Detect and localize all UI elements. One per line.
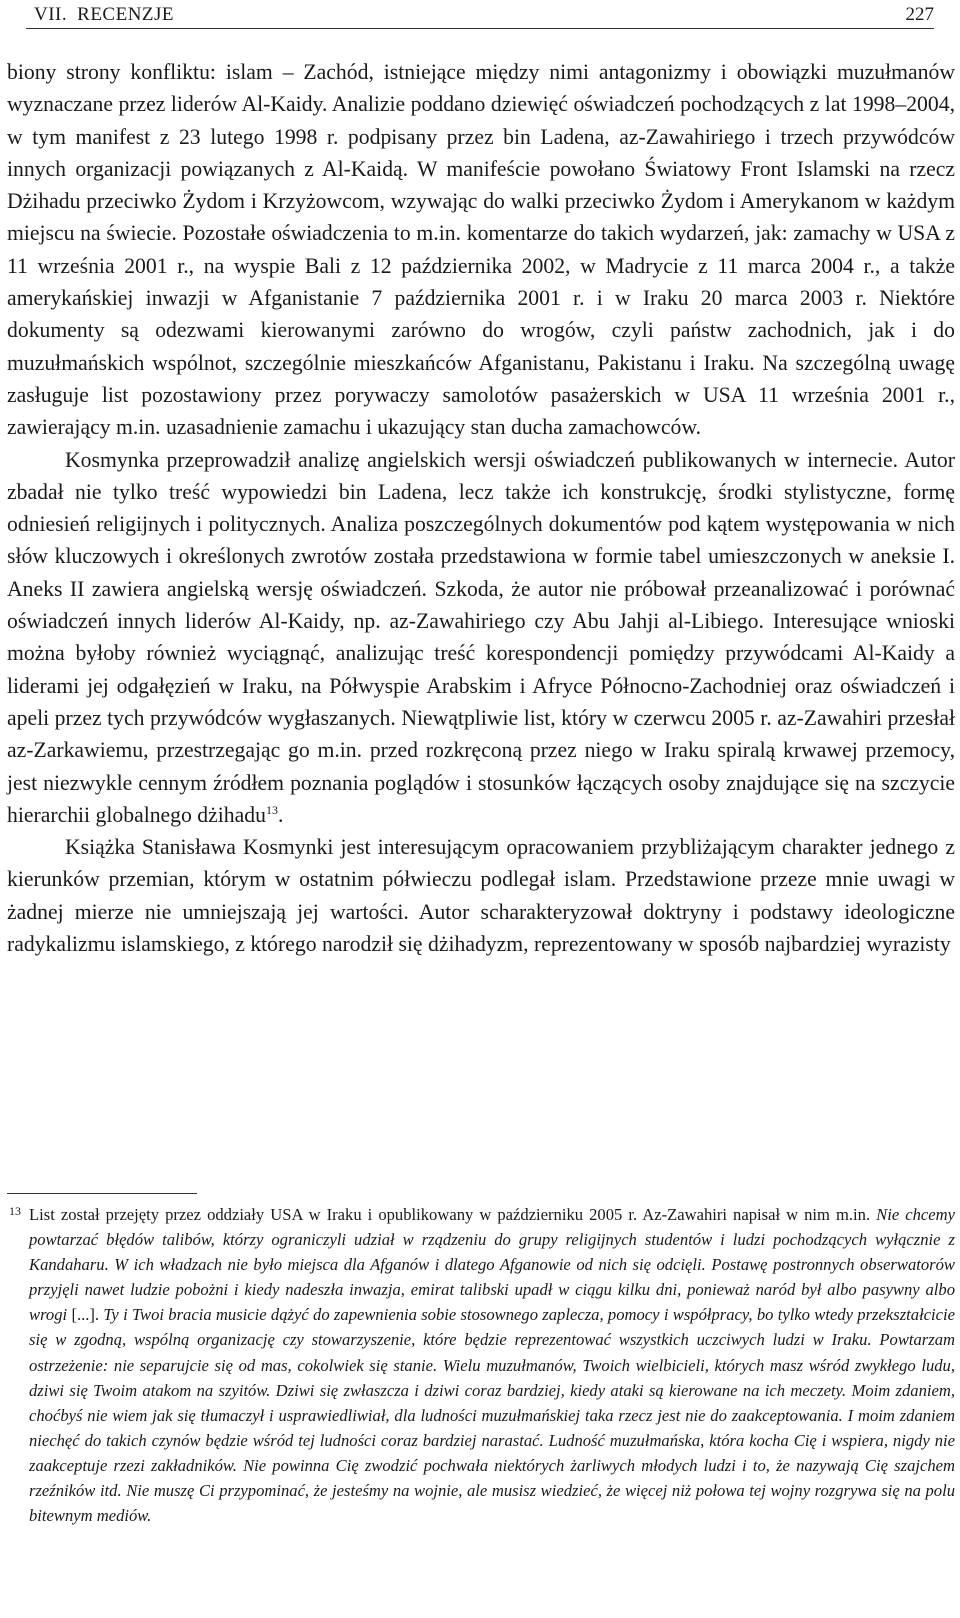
footnote-intro: List został przejęty przez oddziały USA w Iraku i opublikowany w październiku 2005 r. Az-Zawahiri napisał w nim m.in. [29, 1205, 877, 1224]
running-header-title [34, 4, 174, 26]
footnote-quote-1: Nie chcemy powtarzać błędów talibów, którzy ograniczyli udział w rządzeniu do grupy religijnych studentów i ludzi pochodzących wyłącznie z Kandaharu. W ich władzach nie było miejsca dla Afganów i dlatego Afganowie od nich się odcięli. Postawę postronnych obserwatorów przyjęli nawet ludzie pobożni i kiedy nadeszła inwazja, emirat talibski upadł w ciągu kilku dni, ponieważ naród był albo pasywny albo wrogi [29, 1205, 956, 1325]
footnote-reference[interactable]: 13 [265, 802, 278, 817]
footnote-13 [7, 1202, 955, 1528]
page-number: 227 [905, 4, 934, 25]
main-text [7, 56, 955, 960]
paragraph-2 [7, 444, 955, 832]
header-rule [26, 28, 934, 29]
footnote-number: 13 [9, 1204, 21, 1218]
paragraph-3: Książka Stanisława Kosmynki jest interesującym opracowaniem przybliżającym charakter jednego z kierunków przemian, którym w ostatnim półwieczu podlegał islam. Przedstawione przeze mnie uwagi w żadnej mierze nie umniejszają jej wartości. Autor scharakteryzował doktryny i podstawy ideologiczne radykalizmu islamskiego, z którego narodził się dżihadyzm, reprezentowany w sposób najbardziej wyrazisty [7, 835, 955, 957]
running-header [0, 0, 960, 28]
section-number: VII. [34, 4, 68, 25]
section-title: RECENZJE [77, 4, 175, 25]
paragraph-2-text: Kosmynka przeprowadził analizę angielskich wersji oświadczeń publikowanych w internecie. Autor zbadał nie tylko treść wypowiedzi bin Ladena, lecz także ich konstrukcję, środki stylistyczne, formę odniesień religijnych i politycznych. Analiza poszczególnych dokumentów pod kątem występowania w nich słów kluczowych i określonych zwrotów została przedstawiona w formie tabel umieszczonych w aneksie I. Aneks II zawiera angielską wersję oświadczeń. Szkoda, że autor nie próbował przeanalizować i porównać oświadczeń innych liderów Al-Kaidy, np. az-Zawahiriego czy Abu Jahji al-Libiego. Interesujące wnioski można byłoby również wyciągnąć, analizując treść korespondencji pomiędzy przywódcami Al-Kaidy a liderami jej odgałęzień w Iraku, na Półwyspie Arabskim i Afryce Północno-Zachodniej oraz oświadczeń i apeli przez tych przywódców wygłaszanych. Niewątpliwie list, który w czerwcu 2005 r. az-Zawahiri przesłał az-Zarkawiemu, przestrzegając go m.in. przed rozkręconą przez niego w Iraku spiralą krwawej przemocy, jest niezwykle cennym źródłem poznania poglądów i stosunków łączących osoby znajdujące się na szczycie hierarchii globalnego dżihadu [7, 447, 955, 827]
footnote-text [29, 1202, 955, 1528]
footnote-rule [7, 1193, 197, 1194]
footnote-ellipsis: [...]. [67, 1305, 104, 1325]
paragraph-1: biony strony konfliktu: islam – Zachód, istniejące między nimi antagonizmy i obowiązki muzułmanów wyznaczane przez liderów Al-Kaidy. Analizie poddano dziewięć oświadczeń pochodzących z lat 1998–2004, w tym manifest z 23 lutego 1998 r. podpisany przez bin Ladena, az-Zawahiriego i trzech przywódców innych organizacji powiązanych z Al-Kaidą. W manifeście powołano Światowy Front Islamski na rzecz Dżihadu przeciwko Żydom i Krzyżowcom, wzywając do walki przeciwko Żydom i Amerykanom w każdym miejscu na świecie. Pozostałe oświadczenia to m.in. komentarze do takich wydarzeń, jak: zamachy w USA z 11 września 2001 r., na wyspie Bali z 12 października 2002, w Madrycie z 11 marca 2004 r., a także amerykańskiej inwazji w Afganistanie 7 października 2001 r. i w Iraku 20 marca 2003 r. Niektóre dokumenty są odezwami kierowanymi zarówno do wrogów, czyli państw zachodnich, jak i do muzułmańskich wspólnot, szczególnie mieszkańców Afganistanu, Pakistanu i Iraku. Na szczególną uwagę zasługuje list pozostawiony przez porywaczy samolotów pasażerskich w USA 11 września 2001 r., zawierający m.in. uzasadnienie zamachu i ukazujący stan ducha zamachowców. [7, 60, 955, 440]
footnote-quote-2: Ty i Twoi bracia musicie dążyć do zapewnienia sobie stosownego zaplecza, pomocy i współpracy, bo tylko wtedy przekształcicie się w zgodną, wspólną organizację czy stowarzyszenie, które będzie reprezentować wszystkich uczciwych ludzi w Iraku. Powtarzam ostrzeżenie: nie separujcie się od mas, cokolwiek się stanie. Wielu muzułmanów, Twoich wielbicieli, których masz wśród zwykłego ludu, dziwi się Twoim atakom na szyitów. Dziwi się zwłaszcza i dziwi coraz bardziej, kiedy ataki są kierowane na ich meczety. Moim zdaniem, choćbyś nie wiem jak się tłumaczył i usprawiedliwiał, dla ludności muzułmańskiej taka rzecz jest nie do zaakceptowania. I moim zdaniem niechęć do takich czynów będzie wśród tej ludności coraz bardziej narastać. Ludność muzułmańska, która kocha Cię i wspiera, nigdy nie zaakceptuje rzezi zakładników. Nie powinna Cię zwodzić pochwała niektórych żarliwych młodych ludzi i to, że nazywają Cię szajchem rzeźników itd. Nie muszę Ci przypominać, że jesteśmy na wojnie, ale musisz wiedzieć, że więcej niż połowa tej wojny rozgrywa się na polu bitewnym mediów. [29, 1305, 955, 1526]
paragraph-2-end: . [277, 802, 284, 827]
